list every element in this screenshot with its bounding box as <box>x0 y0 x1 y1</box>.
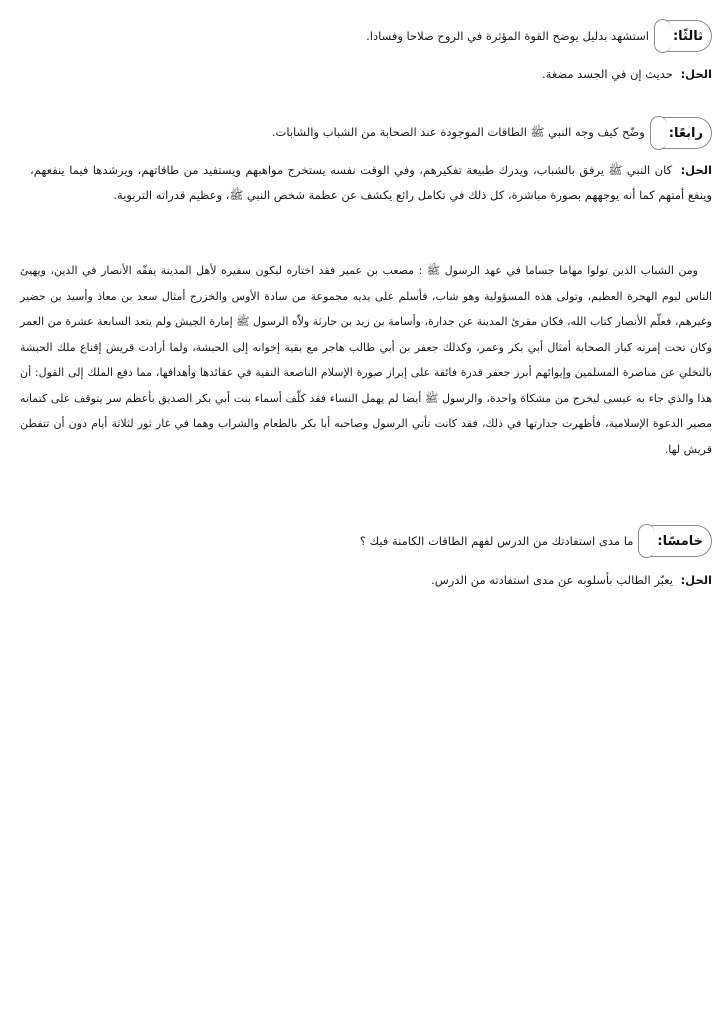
question-3-text: استشهد بدليل يوضح القوة المؤثرة في الروح صلاحا وفسادا. <box>366 29 649 43</box>
answer-5-text: يعبّر الطالب بأسلوبه عن مدى استفادته من الدرس. <box>431 573 673 587</box>
question-4 <box>40 117 712 149</box>
answer-3-text: حديث إن في الجسد مضغة. <box>542 67 673 81</box>
question-5-badge: خامسًا: <box>647 525 712 557</box>
question-5 <box>40 525 712 557</box>
answer-5-label: الحل: <box>680 573 712 587</box>
question-3-badge: ثالثًا: <box>663 20 712 52</box>
question-4-text: وضّح كيف وجه النبي ﷺ الطاقات الموجودة عند الصحابة من الشباب والشابات. <box>271 124 645 139</box>
answer-3-label: الحل: <box>680 67 712 81</box>
answer-3 <box>30 62 712 87</box>
answer-4-label: الحل: <box>680 163 712 177</box>
question-3 <box>40 20 712 52</box>
question-5-text: ما مدى استفادتك من الدرس لفهم الطاقات الكامنة فيك ؟ <box>359 534 634 548</box>
question-4-badge: رابعًا: <box>659 117 712 149</box>
answer-4-paragraph: ومن الشباب الذين تولوا مهاما جساما في عهد الرسول ﷺ : مصعب بن عمير فقد اختاره ليكون سفيره لأهل المدينة يفقّه الأنصار في الدين، ويهيئ الناس ليوم الهجرة العظيم، وتولى هذه المسؤولية وهو شاب، فأسلم على يديه مجموعة من سادة الأوس والخزرج أمثال سعد بن معاذ وأسيد بن حضير وغيرهم، فعلّم الأنصار كتاب الله، فكان مقرئ المدينة عن جدارة، وأسامة بن زيد بن حارثة ولاّه الرسول ﷺ إمارة الجيش ولم يتعد السابعة عشرة من العمر وكان تحت إمرته كبار الصحابة أمثال أبي بكر وعمر، وكذلك جعفر بن أبي طالب هاجر مع بقية إخوانه إلى الحبشة، ولما أرادت قريش إقناع ملك الحبشة بالتخلي عن مناصرة المسلمين وإيوائهم أبرز جعفر قدرة فائقة على إبراز صورة الإسلام الناصعة النقية في عقائدها وأهدافها، مما دفع الملك إلى القول: أن هذا والذي جاء به عيسى ليخرج من مشكاة واحدة، والرسول ﷺ أيضا لم يهمل النساء فقد كلّف أسماء بنت أبي بكر الصديق بأعظم سر يتوقف على كتمانه مصير الدعوة الإسلامية، فأظهرت جدارتها في ذلك، فقد كانت تأتي الرسول وصاحبه أبا بكر بالطعام والشراب وهما في غار ثور لثلاثة أيام دون أن تتفطن قريش لها. <box>20 264 712 456</box>
answer-4 <box>30 158 712 208</box>
answer-4-text: كان النبي ﷺ يرفق بالشباب، ويدرك طبيعة تفكيرهم، وفي الوقت نفسه يستخرج مواهبهم ويستفيد من طاقاتهم، ويرشدها فيما ينفعهم، وينفع أمتهم كما أنه يوجههم بصورة مباشرة، كل ذلك في تكامل رائع يكشف عن عظمة شخص النبي ﷺ، وعظيم قدراته التربوية. <box>30 163 712 202</box>
answer-5 <box>30 568 712 593</box>
